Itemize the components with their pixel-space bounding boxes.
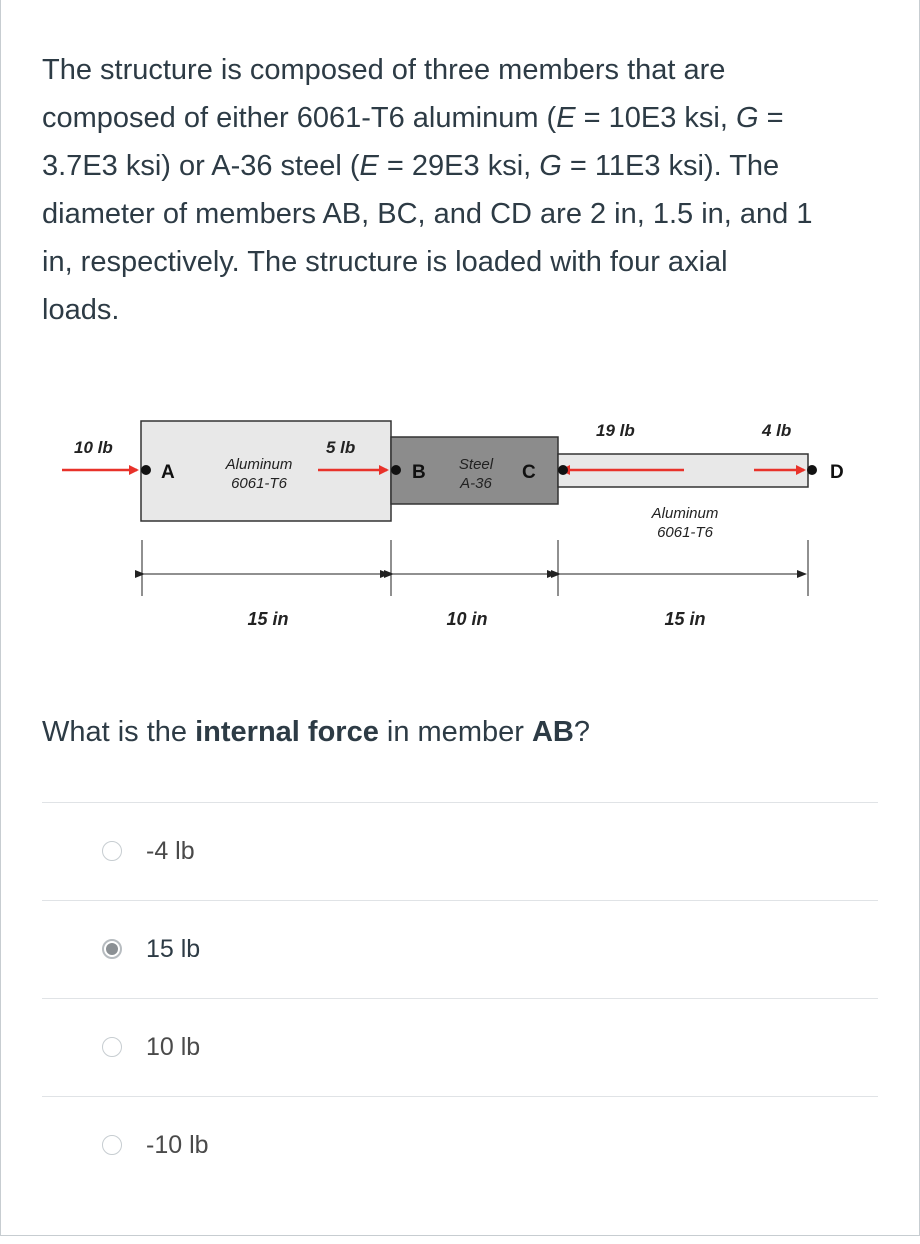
answer-list	[42, 802, 878, 1194]
question-text	[42, 46, 882, 334]
material-cd-1: Aluminum	[651, 505, 719, 522]
question-line: loads.	[42, 294, 120, 326]
radio-button[interactable]	[102, 1037, 122, 1057]
question-line: 3.7E3 ksi) or A-36 steel (E = 29E3 ksi, G = 11E3 ksi). The	[42, 150, 780, 182]
radio-button[interactable]	[102, 841, 122, 861]
dim-label-bc: 10 in	[446, 609, 488, 629]
node-b-dot	[391, 465, 401, 475]
structure-diagram	[58, 410, 858, 640]
node-c-dot	[558, 465, 568, 475]
question-line: composed of either 6061-T6 aluminum (E = 10E3 ksi, G =	[42, 102, 784, 134]
load-label-b: 5 lb	[326, 438, 356, 457]
answer-option-1[interactable]	[42, 802, 878, 900]
load-label-c: 19 lb	[596, 421, 635, 440]
node-label-c: C	[522, 462, 536, 483]
answer-option-2[interactable]	[42, 900, 878, 998]
answer-label: -4 lb	[146, 837, 195, 865]
material-ab-2: 6061-T6	[231, 475, 287, 492]
node-a-dot	[141, 465, 151, 475]
load-label-a: 10 lb	[74, 438, 113, 457]
material-cd-2: 6061-T6	[657, 524, 713, 541]
node-label-b: B	[412, 462, 426, 483]
radio-button[interactable]	[102, 1135, 122, 1155]
dim-label-cd: 15 in	[664, 609, 706, 629]
answer-label: 10 lb	[146, 1033, 201, 1061]
material-bc-1: Steel	[458, 456, 494, 473]
node-label-a: A	[161, 462, 175, 483]
question-line: The structure is composed of three members that are	[42, 54, 726, 86]
answer-option-4[interactable]	[42, 1096, 878, 1194]
question-line: in, respectively. The structure is loaded with four axial	[42, 246, 728, 278]
dim-label-ab: 15 in	[247, 609, 289, 629]
node-d-dot	[807, 465, 817, 475]
radio-button-checked[interactable]	[102, 939, 122, 959]
material-bc-2: A-36	[460, 475, 492, 492]
answer-label: 15 lb	[146, 935, 201, 963]
question-prompt: What is the internal force in member AB?	[42, 716, 590, 748]
answer-option-3[interactable]	[42, 998, 878, 1096]
question-line: diameter of members AB, BC, and CD are 2 in, 1.5 in, and 1	[42, 198, 813, 230]
load-label-d: 4 lb	[762, 421, 792, 440]
material-ab-1: Aluminum	[225, 456, 293, 473]
node-label-d: D	[830, 462, 844, 483]
answer-label: -10 lb	[146, 1131, 209, 1159]
